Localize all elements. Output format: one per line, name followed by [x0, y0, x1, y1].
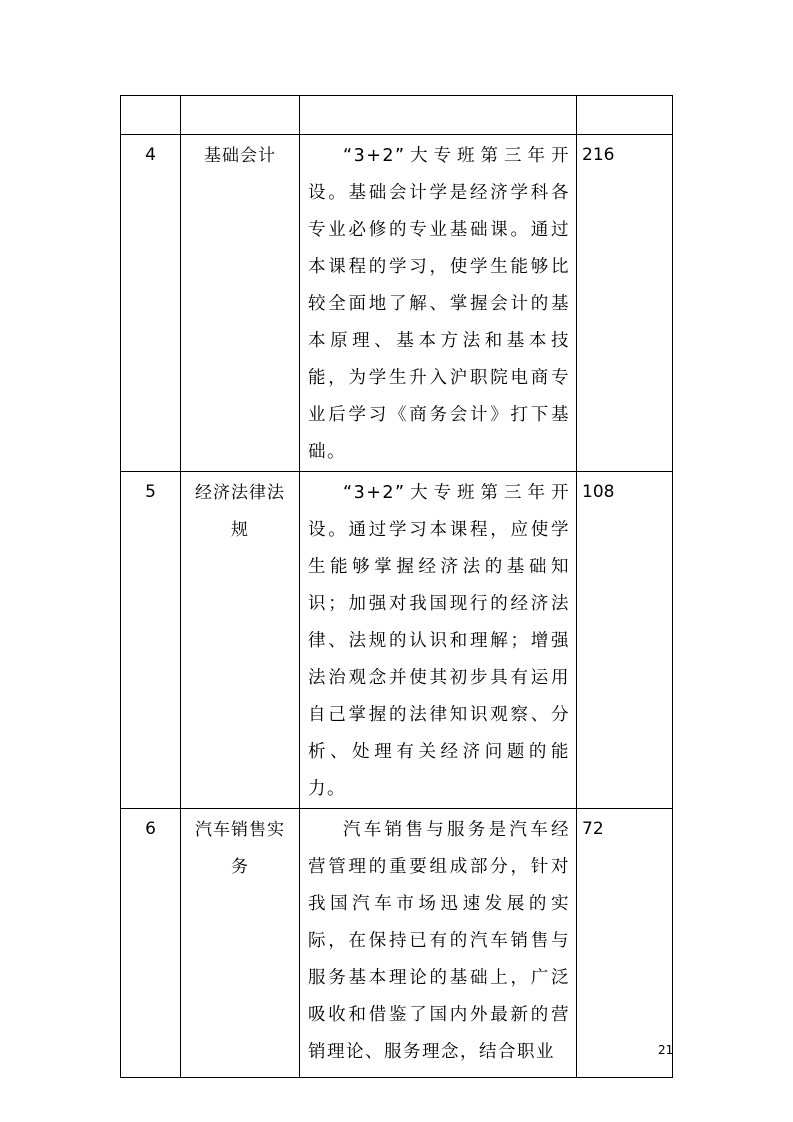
table-cell-empty — [577, 96, 673, 135]
row-index: 4 — [121, 135, 181, 472]
row-index: 6 — [121, 809, 181, 1078]
course-table — [120, 95, 673, 1078]
table-cell-empty — [121, 96, 181, 135]
table-row — [121, 472, 673, 809]
table-cell-empty — [300, 96, 577, 135]
course-description — [300, 472, 577, 809]
course-hours: 72 — [577, 809, 673, 1078]
course-name: 经济法律法规 — [181, 472, 300, 809]
table-row — [121, 809, 673, 1078]
course-hours: 216 — [577, 135, 673, 472]
course-description-text: “3+2”大专班第三年开设。通过学习本课程，应使学生能够掌握经济法的基础知识；加强对我国现行的经济法律、法规的认识和理解；增强法治观念并使其初步具有运用自己掌握的法律知识观察、分析、处理有关经济问题的能力。 — [308, 483, 570, 799]
table-row-empty — [121, 96, 673, 135]
course-description — [300, 809, 577, 1078]
course-description-text: “3+2”大专班第三年开设。基础会计学是经济学科各专业必修的专业基础课。通过本课程的学习，使学生能够比较全面地了解、掌握会计的基本原理、基本方法和基本技能，为学生升入沪职院电商专业后学习《商务会计》打下基础。 — [308, 146, 570, 462]
course-name: 汽车销售实务 — [181, 809, 300, 1078]
table-row — [121, 135, 673, 472]
row-index: 5 — [121, 472, 181, 809]
course-hours: 108 — [577, 472, 673, 809]
course-description-text: 汽车销售与服务是汽车经营管理的重要组成部分，针对我国汽车市场迅速发展的实际，在保持已有的汽车销售与服务基本理论的基础上，广泛吸收和借鉴了国内外最新的营销理论、服务理念，结合职业 — [308, 820, 570, 1062]
page-number: 21 — [658, 1043, 674, 1057]
course-description — [300, 135, 577, 472]
table-cell-empty — [181, 96, 300, 135]
course-name: 基础会计 — [181, 135, 300, 472]
